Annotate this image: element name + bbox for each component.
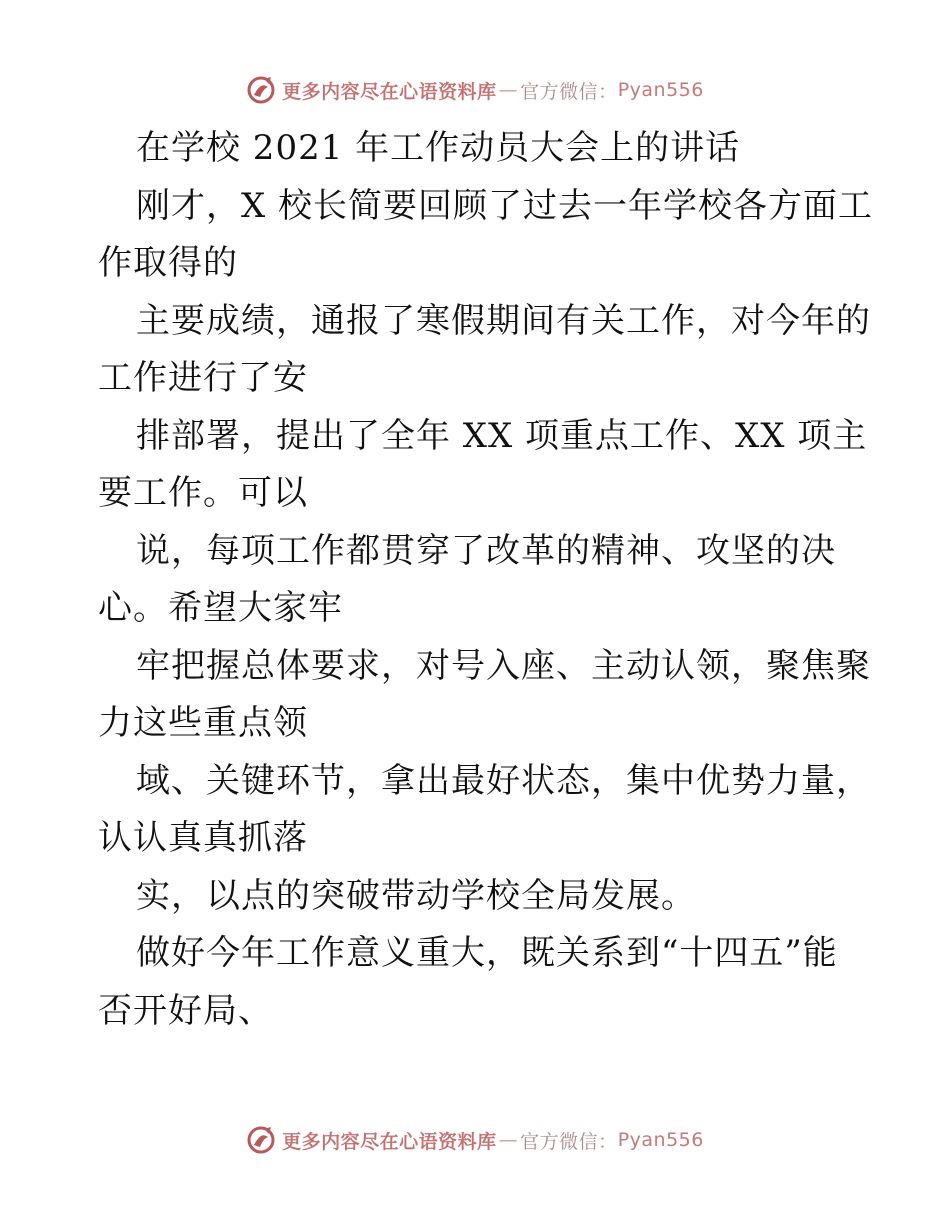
watermark-label: 官方微信： <box>520 1130 618 1153</box>
document-body <box>98 120 874 1040</box>
text-line: 刚才，X 校长简要回顾了过去一年学校各方面工 <box>136 185 874 226</box>
watermark-separator: — <box>498 1129 519 1151</box>
watermark-id: Pyan556 <box>617 79 704 101</box>
text-line: 实，以点的突破带动学校全局发展。 <box>136 875 696 916</box>
text-line: 认认真真抓落 <box>98 818 308 858</box>
watermark-brand: 更多内容尽在心语资料库 <box>282 1130 497 1153</box>
text-line: 牢把握总体要求，对号入座、主动认领，聚焦聚 <box>136 645 871 686</box>
text-line: 力这些重点领 <box>98 703 308 743</box>
text-line: 主要成绩，通报了寒假期间有关工作，对今年的 <box>136 300 871 341</box>
seal-logo-icon <box>246 75 276 105</box>
footer-watermark <box>0 1120 950 1160</box>
watermark-label: 官方微信： <box>520 80 618 103</box>
text-line: 域、关键环节，拿出最好状态，集中优势力量， <box>136 760 871 801</box>
text-line: 心。希望大家牢 <box>98 588 343 628</box>
text-line: 否开好局、 <box>98 990 273 1031</box>
seal-logo-icon <box>246 1125 276 1155</box>
text-line: 排部署，提出了全年 XX 项重点工作、XX 项主 <box>136 415 868 456</box>
text-line: 工作进行了安 <box>98 358 308 398</box>
text-line: 说，每项工作都贯穿了改革的精神、攻坚的决 <box>136 530 836 571</box>
text-line: 作取得的 <box>98 243 238 283</box>
header-watermark <box>0 70 950 110</box>
watermark-separator: — <box>498 79 519 101</box>
document-title: 在学校 2021 年工作动员大会上的讲话 <box>136 128 741 168</box>
watermark-brand: 更多内容尽在心语资料库 <box>282 80 497 103</box>
text-line: 做好今年工作意义重大，既关系到“十四五”能 <box>136 933 838 973</box>
watermark-id: Pyan556 <box>617 1129 704 1151</box>
text-line: 要工作。可以 <box>98 473 308 513</box>
